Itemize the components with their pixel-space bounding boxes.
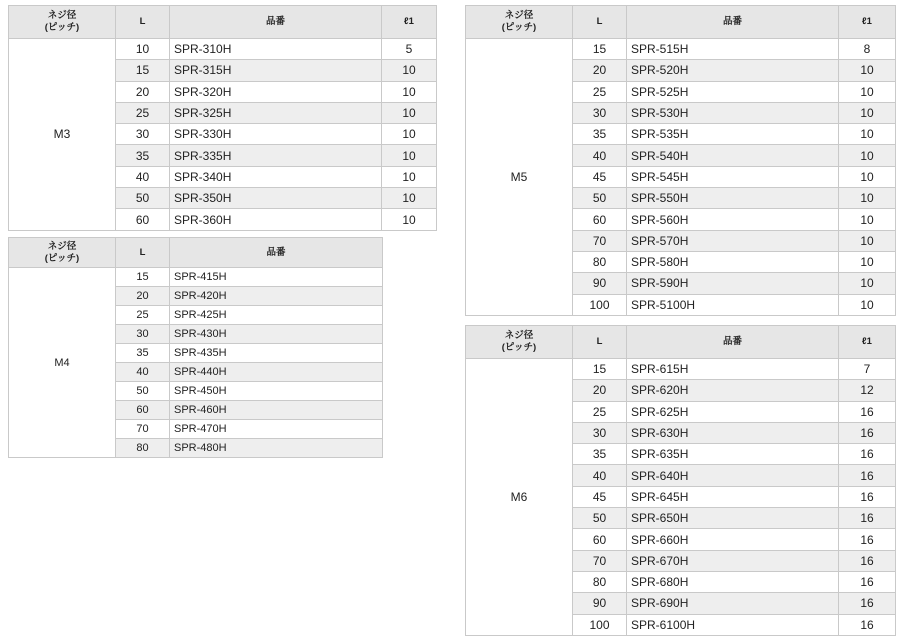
cell-part-number: SPR-315H xyxy=(170,60,382,81)
table-row xyxy=(9,39,437,60)
table-row xyxy=(9,268,383,287)
cell-l1: 16 xyxy=(839,508,896,529)
cell-l1: 10 xyxy=(839,251,896,272)
header-length: L xyxy=(116,238,170,268)
header-l1: ℓ1 xyxy=(382,6,437,39)
cell-length: 30 xyxy=(116,124,170,145)
cell-l1: 16 xyxy=(839,422,896,443)
cell-part-number: SPR-680H xyxy=(627,571,839,592)
cell-l1: 10 xyxy=(382,102,437,123)
cell-part-number: SPR-460H xyxy=(170,401,383,420)
cell-length: 25 xyxy=(116,306,170,325)
cell-thread-size: M4 xyxy=(9,268,116,458)
cell-length: 40 xyxy=(573,465,627,486)
cell-length: 40 xyxy=(116,363,170,382)
cell-l1: 10 xyxy=(382,60,437,81)
cell-length: 40 xyxy=(573,145,627,166)
cell-l1: 8 xyxy=(839,39,896,60)
cell-l1: 10 xyxy=(839,209,896,230)
cell-length: 50 xyxy=(116,188,170,209)
cell-length: 30 xyxy=(573,102,627,123)
cell-length: 10 xyxy=(116,39,170,60)
cell-part-number: SPR-545H xyxy=(627,166,839,187)
cell-l1: 16 xyxy=(839,529,896,550)
cell-length: 60 xyxy=(116,401,170,420)
cell-l1: 10 xyxy=(839,166,896,187)
header-l1: ℓ1 xyxy=(839,6,896,39)
cell-thread-size: M6 xyxy=(466,359,573,636)
cell-length: 70 xyxy=(573,230,627,251)
cell-part-number: SPR-420H xyxy=(170,287,383,306)
header-length: L xyxy=(573,326,627,359)
cell-l1: 10 xyxy=(382,209,437,230)
cell-part-number: SPR-335H xyxy=(170,145,382,166)
cell-length: 90 xyxy=(573,273,627,294)
cell-part-number: SPR-660H xyxy=(627,529,839,550)
cell-part-number: SPR-470H xyxy=(170,420,383,439)
cell-part-number: SPR-650H xyxy=(627,508,839,529)
cell-part-number: SPR-645H xyxy=(627,486,839,507)
cell-length: 60 xyxy=(116,209,170,230)
cell-length: 15 xyxy=(573,39,627,60)
cell-part-number: SPR-480H xyxy=(170,439,383,458)
cell-part-number: SPR-515H xyxy=(627,39,839,60)
cell-length: 70 xyxy=(573,550,627,571)
cell-l1: 16 xyxy=(839,550,896,571)
cell-length: 60 xyxy=(573,529,627,550)
cell-l1: 10 xyxy=(839,81,896,102)
cell-l1: 10 xyxy=(839,102,896,123)
cell-l1: 10 xyxy=(382,188,437,209)
header-part-number: 品番 xyxy=(170,6,382,39)
header-row xyxy=(9,238,383,268)
cell-part-number: SPR-525H xyxy=(627,81,839,102)
cell-length: 20 xyxy=(573,60,627,81)
cell-l1: 5 xyxy=(382,39,437,60)
cell-l1: 16 xyxy=(839,465,896,486)
header-thread-size: ネジ径 (ピッチ) xyxy=(466,326,573,359)
cell-length: 15 xyxy=(573,359,627,380)
cell-length: 30 xyxy=(573,422,627,443)
table-body xyxy=(9,268,383,458)
cell-length: 20 xyxy=(116,287,170,306)
table-header xyxy=(9,6,437,39)
cell-length: 50 xyxy=(573,508,627,529)
cell-length: 80 xyxy=(573,251,627,272)
cell-length: 60 xyxy=(573,209,627,230)
header-length: L xyxy=(573,6,627,39)
cell-part-number: SPR-530H xyxy=(627,102,839,123)
table-body xyxy=(9,39,437,231)
cell-l1: 10 xyxy=(839,188,896,209)
cell-part-number: SPR-435H xyxy=(170,344,383,363)
cell-part-number: SPR-560H xyxy=(627,209,839,230)
cell-l1: 10 xyxy=(839,294,896,315)
cell-l1: 10 xyxy=(839,273,896,294)
header-part-number: 品番 xyxy=(170,238,383,268)
cell-length: 15 xyxy=(116,60,170,81)
cell-l1: 7 xyxy=(839,359,896,380)
cell-l1: 16 xyxy=(839,401,896,422)
cell-l1: 12 xyxy=(839,380,896,401)
cell-part-number: SPR-430H xyxy=(170,325,383,344)
cell-part-number: SPR-360H xyxy=(170,209,382,230)
cell-length: 90 xyxy=(573,593,627,614)
cell-part-number: SPR-330H xyxy=(170,124,382,145)
cell-l1: 10 xyxy=(839,145,896,166)
cell-length: 80 xyxy=(573,571,627,592)
cell-length: 25 xyxy=(573,81,627,102)
table-header xyxy=(466,326,896,359)
cell-part-number: SPR-550H xyxy=(627,188,839,209)
cell-l1: 10 xyxy=(839,124,896,145)
cell-l1: 16 xyxy=(839,444,896,465)
cell-length: 70 xyxy=(116,420,170,439)
cell-part-number: SPR-350H xyxy=(170,188,382,209)
cell-part-number: SPR-6100H xyxy=(627,614,839,635)
cell-length: 35 xyxy=(573,444,627,465)
table-row xyxy=(466,359,896,380)
header-part-number: 品番 xyxy=(627,326,839,359)
cell-part-number: SPR-615H xyxy=(627,359,839,380)
cell-thread-size: M3 xyxy=(9,39,116,231)
cell-l1: 10 xyxy=(382,145,437,166)
header-part-number: 品番 xyxy=(627,6,839,39)
table-body xyxy=(466,39,896,316)
header-thread-size: ネジ径 (ピッチ) xyxy=(9,6,116,39)
cell-length: 100 xyxy=(573,614,627,635)
cell-length: 45 xyxy=(573,166,627,187)
header-row xyxy=(9,6,437,39)
table-header xyxy=(466,6,896,39)
cell-part-number: SPR-690H xyxy=(627,593,839,614)
table-row xyxy=(466,39,896,60)
header-row xyxy=(466,6,896,39)
cell-part-number: SPR-535H xyxy=(627,124,839,145)
cell-part-number: SPR-630H xyxy=(627,422,839,443)
cell-l1: 16 xyxy=(839,593,896,614)
cell-l1: 10 xyxy=(382,166,437,187)
cell-part-number: SPR-580H xyxy=(627,251,839,272)
cell-part-number: SPR-415H xyxy=(170,268,383,287)
cell-length: 15 xyxy=(116,268,170,287)
spec-table-m3 xyxy=(8,5,437,231)
cell-part-number: SPR-310H xyxy=(170,39,382,60)
cell-part-number: SPR-570H xyxy=(627,230,839,251)
header-row xyxy=(466,326,896,359)
cell-part-number: SPR-590H xyxy=(627,273,839,294)
cell-length: 35 xyxy=(116,145,170,166)
cell-length: 100 xyxy=(573,294,627,315)
cell-length: 45 xyxy=(573,486,627,507)
cell-length: 40 xyxy=(116,166,170,187)
cell-l1: 16 xyxy=(839,614,896,635)
cell-part-number: SPR-520H xyxy=(627,60,839,81)
cell-part-number: SPR-620H xyxy=(627,380,839,401)
cell-part-number: SPR-450H xyxy=(170,382,383,401)
cell-part-number: SPR-635H xyxy=(627,444,839,465)
cell-length: 20 xyxy=(116,81,170,102)
cell-length: 50 xyxy=(573,188,627,209)
table-body xyxy=(466,359,896,636)
cell-l1: 16 xyxy=(839,486,896,507)
cell-part-number: SPR-425H xyxy=(170,306,383,325)
cell-l1: 16 xyxy=(839,571,896,592)
spec-table-m5 xyxy=(465,5,896,316)
table-header xyxy=(9,238,383,268)
spec-table-m4 xyxy=(8,237,383,458)
header-length: L xyxy=(116,6,170,39)
cell-length: 35 xyxy=(573,124,627,145)
cell-part-number: SPR-540H xyxy=(627,145,839,166)
cell-part-number: SPR-325H xyxy=(170,102,382,123)
header-thread-size: ネジ径 (ピッチ) xyxy=(9,238,116,268)
cell-length: 50 xyxy=(116,382,170,401)
cell-length: 25 xyxy=(116,102,170,123)
cell-part-number: SPR-5100H xyxy=(627,294,839,315)
cell-l1: 10 xyxy=(839,230,896,251)
spec-table-m6 xyxy=(465,325,896,636)
cell-length: 35 xyxy=(116,344,170,363)
header-thread-size: ネジ径 (ピッチ) xyxy=(466,6,573,39)
cell-thread-size: M5 xyxy=(466,39,573,316)
header-l1: ℓ1 xyxy=(839,326,896,359)
cell-length: 20 xyxy=(573,380,627,401)
cell-part-number: SPR-340H xyxy=(170,166,382,187)
cell-part-number: SPR-440H xyxy=(170,363,383,382)
cell-part-number: SPR-320H xyxy=(170,81,382,102)
cell-length: 30 xyxy=(116,325,170,344)
cell-l1: 10 xyxy=(382,81,437,102)
cell-length: 25 xyxy=(573,401,627,422)
cell-length: 80 xyxy=(116,439,170,458)
cell-l1: 10 xyxy=(839,60,896,81)
cell-part-number: SPR-625H xyxy=(627,401,839,422)
cell-l1: 10 xyxy=(382,124,437,145)
cell-part-number: SPR-670H xyxy=(627,550,839,571)
cell-part-number: SPR-640H xyxy=(627,465,839,486)
